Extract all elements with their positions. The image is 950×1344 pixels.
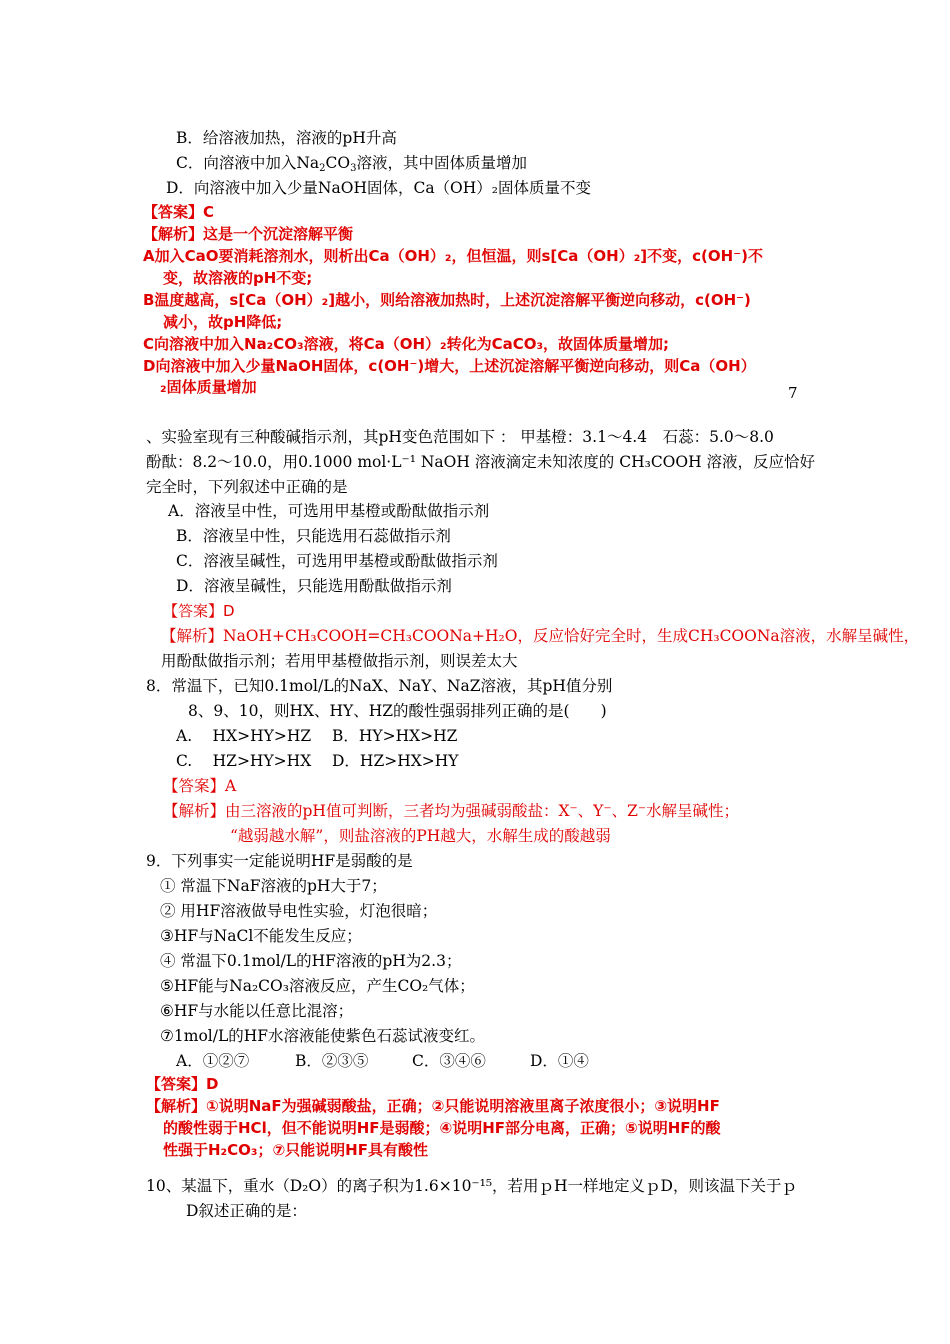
q7-stem-line3: 完全时，下列叙述中正确的是 xyxy=(146,478,348,496)
q8-analysis-line1: 【解析】由三溶液的pH值可判断，三者均为强碱弱酸盐：X⁻、Y⁻、Z⁻水解呈碱性； xyxy=(163,802,740,820)
q9-statement-7: ⑦1mol/L的HF水溶液能使紫色石蕊试液变红。 xyxy=(160,1027,486,1045)
q7-option-c: C．溶液呈碱性，可选用甲基橙或酚酞做指示剂 xyxy=(176,552,498,570)
page-number: 7 xyxy=(788,384,798,402)
q7-stem-line2: 酚酞：8.2～10.0，用0.1000 mol·L⁻¹ NaOH 溶液滴定未知浓度的 CH₃COOH 溶液，反应恰好 xyxy=(146,453,816,471)
q6-analysis-d2: ₂固体质量增加 xyxy=(160,378,257,396)
q9-statement-4: ④ 常温下0.1mol/L的HF溶液的pH为2.3； xyxy=(160,952,462,970)
q7-option-b: B．溶液呈中性，只能选用石蕊做指示剂 xyxy=(176,527,451,545)
q9-answer: 【答案】D xyxy=(146,1075,219,1093)
q10-stem-line2: D叙述正确的是： xyxy=(186,1202,307,1220)
q6-analysis-a2: 变，故溶液的pH不变; xyxy=(163,269,313,287)
q10-stem-line1: 10、某温下，重水（D₂O）的离子积为1.6×10⁻¹⁵，若用ｐH一样地定义ｐD，则该温下关于ｐ xyxy=(146,1177,797,1195)
q9-option-b: B．②③⑤ xyxy=(295,1052,369,1070)
q6-option-c-post: 溶液，其中固体质量增加 xyxy=(356,154,528,172)
q8-option-d: D．HZ>HX>HY xyxy=(332,752,459,770)
q6-option-c: C．向溶液中加入$Na_2CO_3$溶液，其中固体质量增加 xyxy=(176,154,528,174)
q6-analysis-b2: 减小，故pH降低; xyxy=(163,313,283,331)
q9-option-d: D．①④ xyxy=(530,1052,589,1070)
q6-analysis-c1: C向溶液中加入Na₂CO₃溶液，将Ca（OH）₂转化为CaCO₃，故固体质量增加; xyxy=(143,335,670,353)
q9-option-a: A．①②⑦ xyxy=(176,1052,250,1070)
q6-analysis-b1: B温度越高，s[Ca（OH）₂]越小，则给溶液加热时，上述沉淀溶解平衡逆向移动，c(OH⁻) xyxy=(143,291,751,309)
q8-option-c: C. HZ>HY>HX xyxy=(176,752,312,770)
q7-answer: 【答案】D xyxy=(163,602,235,620)
q7-stem-line1: 、实验室现有三种酸碱指示剂，其pH变色范围如下 ： 甲基橙：3.1～4.4 石蕊：5.0～8.0 xyxy=(146,428,774,446)
q9-statement-1: ① 常温下NaF溶液的pH大于7； xyxy=(160,877,387,895)
q7-option-d: D．溶液呈碱性，只能选用酚酞做指示剂 xyxy=(176,577,452,595)
q6-answer: 【答案】C xyxy=(143,203,215,221)
q6-analysis-head: 【解析】这是一个沉淀溶解平衡 xyxy=(143,225,354,243)
q9-analysis-line1: 【解析】①说明NaF为强碱弱酸盐，正确；②只能说明溶液里离子浓度很小；③说明HF xyxy=(146,1097,720,1115)
q8-analysis-line2: “越弱越水解”，则盐溶液的PH越大，水解生成的酸越弱 xyxy=(230,827,611,845)
q9-statement-6: ⑥HF与水能以任意比混溶； xyxy=(160,1002,354,1020)
q9-stem: 9．下列事实一定能说明HF是弱酸的是 xyxy=(146,852,413,870)
q7-option-a: A．溶液呈中性，可选用甲基橙或酚酞做指示剂 xyxy=(168,502,490,520)
q9-analysis-line3: 性强于H₂CO₃；⑦只能说明HF具有酸性 xyxy=(163,1141,428,1159)
q6-analysis-a1: A加入CaO要消耗溶剂水，则析出Ca（OH）₂，但恒温，则s[Ca（OH）₂]不变，c(OH⁻)不 xyxy=(143,247,763,265)
q8-stem-line2: 8、9、10，则HX、HY、HZ的酸性强弱排列正确的是( ) xyxy=(188,702,607,720)
q8-option-a: A. HX>HY>HZ xyxy=(176,727,312,745)
q8-stem-line1: 8．常温下，已知0.1mol/L的NaX、NaY、NaZ溶液，其pH值分别 xyxy=(146,677,613,695)
q6-option-c-pre: C．向溶液中加入Na xyxy=(176,154,320,172)
q7-analysis-line1 xyxy=(161,625,919,647)
q6-option-d: D．向溶液中加入少量NaOH固体，Ca（OH）₂固体质量不变 xyxy=(166,179,591,197)
clipped-text-line xyxy=(148,400,788,406)
q9-statement-2: ② 用HF溶液做导电性实验，灯泡很暗； xyxy=(160,902,438,920)
q9-statement-3: ③HF与NaCl不能发生反应； xyxy=(160,927,362,945)
q9-option-c: C．③④⑥ xyxy=(412,1052,486,1070)
q7-analysis-line2: 用酚酞做指示剂；若用甲基橙做指示剂，则误差太大 xyxy=(161,652,518,670)
q9-analysis-line2: 的酸性弱于HCl，但不能说明HF是弱酸；④说明HF部分电离，正确；⑤说明HF的酸 xyxy=(163,1119,721,1137)
q6-option-b: B．给溶液加热，溶液的pH升高 xyxy=(176,129,397,147)
q8-option-b: B．HY>HX>HZ xyxy=(332,727,458,745)
q7-analysis-text: 【解析】NaOH+CH₃COOH=CH₃COONa+H₂O，反应恰好完全时，生成CH₃COONa溶液，水解呈碱性， xyxy=(161,627,920,645)
q9-statement-5: ⑤HF能与Na₂CO₃溶液反应，产生CO₂气体； xyxy=(160,977,475,995)
q8-answer: 【答案】A xyxy=(163,777,237,795)
q6-analysis-d1: D向溶液中加入少量NaOH固体，c(OH⁻)增大，上述沉淀溶解平衡逆向移动，则Ca（OH） xyxy=(143,357,756,375)
